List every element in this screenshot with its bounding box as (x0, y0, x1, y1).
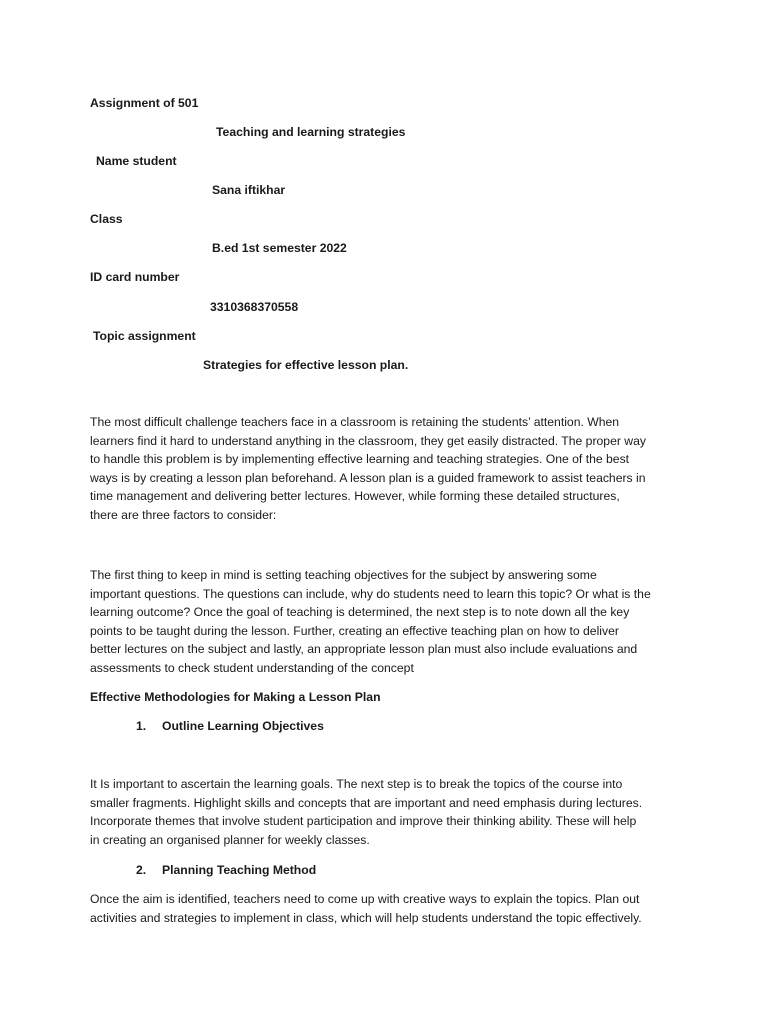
list-item-number: 1. (136, 719, 147, 733)
paragraph-line: points to be taught during the lesson. Further, creating an effective teaching plan on how to deliver (90, 623, 619, 638)
paragraph-line: learners find it hard to understand anything in the classroom, they get easily distracted. The proper way (90, 433, 646, 448)
paragraph-line: Incorporate themes that involve student participation and improve their thinking ability. These will help (90, 814, 637, 828)
name-value: Sana iftikhar (212, 183, 286, 197)
list-item-title: Outline Learning Objectives (162, 719, 324, 733)
topic-value: Strategies for effective lesson plan. (203, 358, 409, 372)
intro-paragraph (90, 413, 690, 524)
list-item-number: 2. (136, 863, 147, 877)
list-item-title: Planning Teaching Method (162, 863, 317, 877)
id-label: ID card number (90, 270, 180, 284)
id-value: 3310368370558 (210, 300, 299, 314)
paragraph-line: better lectures on the subject and lastly, an appropriate lesson plan must also include evaluations and (90, 642, 638, 656)
assignment-title: Assignment of 501 (90, 96, 199, 110)
name-label: Name student (96, 154, 177, 168)
topic-label: Topic assignment (93, 329, 196, 343)
class-value: B.ed 1st semester 2022 (212, 241, 347, 255)
paragraph-line: The first thing to keep in mind is setting teaching objectives for the subject by answering some (90, 568, 597, 582)
list-item-1 (136, 717, 324, 736)
objectives-paragraph (90, 566, 690, 677)
paragraph-line: important questions. The questions can include, why do students need to learn this topic? Or what is the (90, 586, 651, 601)
paragraph-line: there are three factors to consider: (90, 507, 277, 522)
list-item-2 (136, 861, 316, 880)
paragraph-line: The most difficult challenge teachers face in a classroom is retaining the students’ attention. When (90, 415, 620, 429)
teaching-method-paragraph (90, 890, 690, 927)
class-label: Class (90, 212, 123, 226)
paragraph-line: time management and delivering better lectures. However, while forming these detailed structures, (90, 489, 620, 503)
paragraph-line: in creating an organised planner for weekly classes. (90, 832, 370, 847)
paragraph-line: It Is important to ascertain the learning goals. The next step is to break the topics of the course into (90, 777, 623, 791)
paragraph-line: to handle this problem is by implementing effective learning and teaching strategies. One of the best (90, 452, 630, 466)
subject-title: Teaching and learning strategies (216, 125, 406, 139)
paragraph-line: assessments to check student understanding of the concept (90, 660, 414, 675)
paragraph-line: learning outcome? Once the goal of teaching is determined, the next step is to note down all the key (90, 605, 630, 619)
paragraph-line: activities and strategies to implement in class, which will help students understand the topic effectively. (90, 910, 642, 925)
learning-goals-paragraph (90, 775, 690, 849)
section-heading: Effective Methodologies for Making a Lesson Plan (90, 690, 381, 704)
paragraph-line: ways is by creating a lesson plan beforehand. A lesson plan is a guided framework to assist teachers in (90, 470, 646, 485)
paragraph-line: smaller fragments. Highlight skills and concepts that are important and need emphasis during lectures. (90, 795, 643, 810)
paragraph-line: Once the aim is identified, teachers need to come up with creative ways to explain the topics. Plan out (90, 892, 640, 906)
